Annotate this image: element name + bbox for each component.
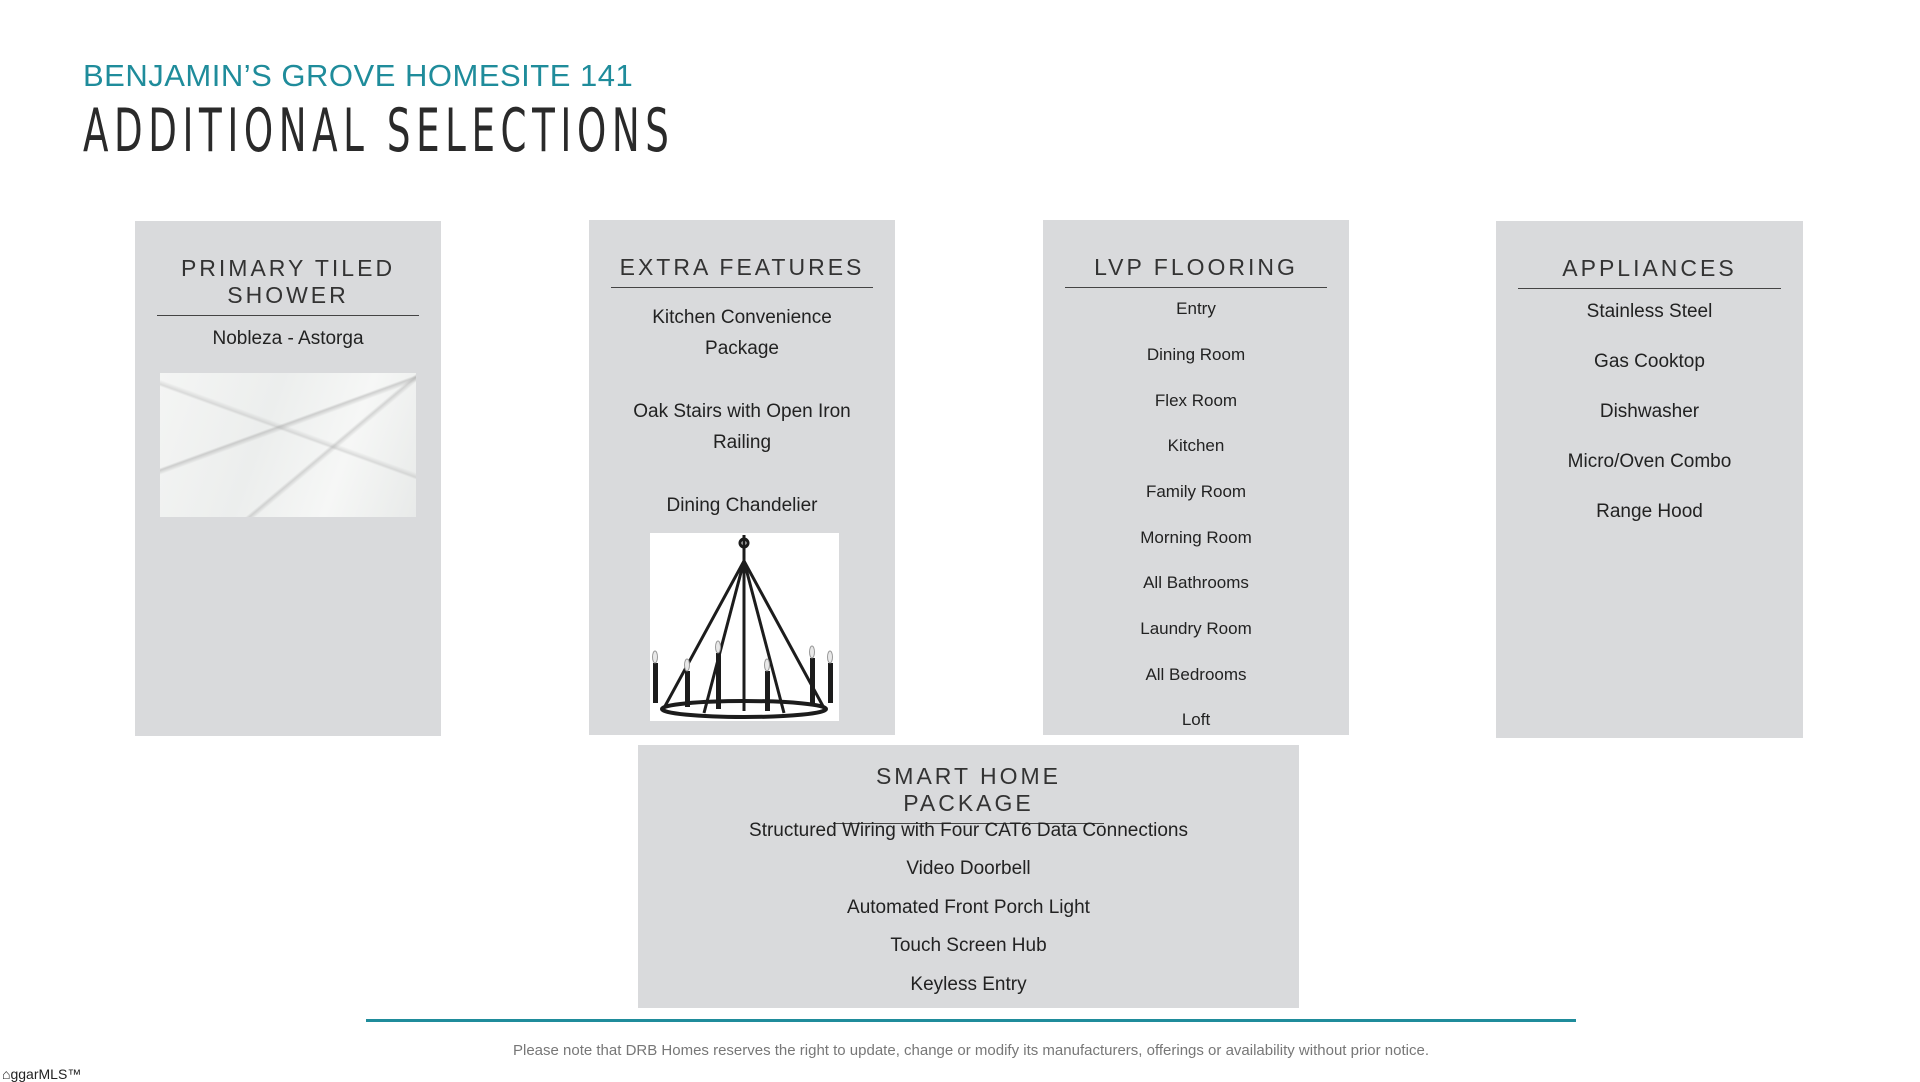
footer-disclaimer: Please note that DRB Homes reserves the right to update, change or modify its manufacturers, offerings or availability without prior notice. — [512, 1042, 1429, 1059]
panel-primary-tiled-shower — [135, 221, 441, 736]
chandelier-icon — [650, 533, 839, 721]
list-item: Kitchen — [1167, 436, 1225, 455]
panel-smart-home-package — [638, 745, 1299, 1008]
list-item: Dishwasher — [1599, 401, 1700, 422]
panel-heading: PRIMARY TILED SHOWER — [180, 255, 396, 308]
list-item: Automated Front Porch Light — [847, 897, 1090, 918]
house-icon: ⌂ — [2, 1066, 11, 1082]
list-item: Gas Cooktop — [1594, 351, 1705, 372]
panel-extra-features — [589, 220, 895, 735]
list-item: Dining Chandelier — [666, 495, 818, 516]
page-title: ADDITIONAL SELECTIONS — [83, 96, 675, 166]
list-item: Range Hood — [1596, 501, 1703, 522]
list-item: Dining Room — [1146, 345, 1246, 364]
panel-heading: LVP FLOORING — [1094, 254, 1298, 280]
list-item: Laundry Room — [1140, 619, 1252, 638]
list-item: Oak Stairs with Open Iron Railing — [633, 401, 851, 453]
panel-heading: SMART HOME PACKAGE — [875, 763, 1062, 816]
list-item: Nobleza - Astorga — [212, 328, 364, 349]
list-item: Structured Wiring with Four CAT6 Data Connections — [749, 820, 1188, 841]
panel-heading: EXTRA FEATURES — [619, 254, 865, 280]
list-item: Family Room — [1145, 482, 1247, 501]
list-item: All Bathrooms — [1143, 573, 1249, 592]
list-item: All Bedrooms — [1145, 665, 1247, 684]
panel-heading: APPLIANCES — [1562, 255, 1737, 281]
marble-tile-image — [160, 373, 416, 517]
chandelier-image — [650, 533, 839, 721]
list-item: Flex Room — [1154, 391, 1238, 410]
footer-divider — [366, 1019, 1576, 1022]
list-item: Touch Screen Hub — [890, 935, 1047, 956]
community-subtitle: BENJAMIN’S GROVE HOMESITE 141 — [83, 58, 634, 93]
list-item: Entry — [1176, 299, 1216, 318]
list-item: Keyless Entry — [910, 974, 1027, 995]
list-item: Micro/Oven Combo — [1567, 451, 1732, 472]
list-item: Video Doorbell — [906, 858, 1031, 879]
list-item: Morning Room — [1140, 528, 1252, 547]
panel-lvp-flooring — [1043, 220, 1349, 735]
list-item: Kitchen Convenience Package — [652, 307, 832, 359]
list-item: Stainless Steel — [1586, 301, 1713, 322]
list-item: Loft — [1181, 710, 1211, 729]
watermark-text: ggarMLS™ — [10, 1066, 82, 1082]
panel-appliances — [1496, 221, 1803, 738]
